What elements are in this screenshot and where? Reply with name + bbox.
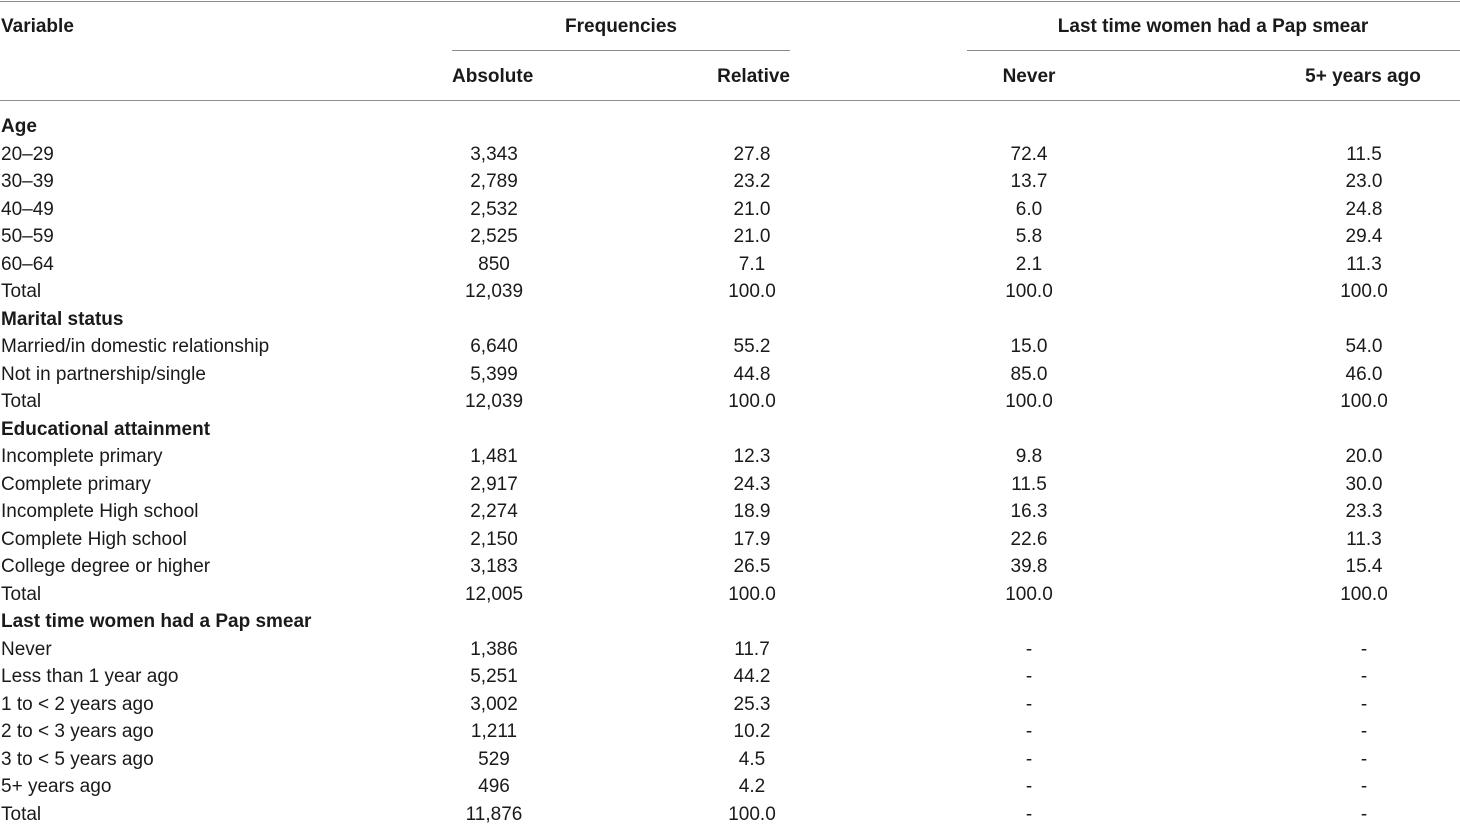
row-label: Less than 1 year ago <box>1 666 179 687</box>
last-time-group-rule <box>967 50 1460 51</box>
absolute-cell: 12,039 <box>464 281 524 302</box>
absolute-cell: 2,525 <box>470 226 518 247</box>
never-cell: - <box>1025 693 1033 715</box>
row-label: Incomplete primary <box>1 446 163 467</box>
absolute-cell: 3,183 <box>470 556 518 577</box>
relative-cell: 11.7 <box>734 638 770 660</box>
absolute-cell: 1,386 <box>470 638 518 660</box>
top-rule <box>0 1 1460 2</box>
row-label: Total <box>1 583 42 605</box>
row-label: Total <box>1 391 42 412</box>
header-bottom-rule <box>0 100 1460 101</box>
row-label: 50–59 <box>1 226 54 247</box>
relative-cell: 7.1 <box>738 253 766 275</box>
row-label: Not in partnership/single <box>1 363 206 385</box>
absolute-cell: 496 <box>478 776 510 797</box>
never-cell: - <box>1025 666 1033 687</box>
five-plus-years-ago-cell: 29.4 <box>1345 226 1383 247</box>
header-never: Never <box>1002 66 1056 87</box>
relative-cell: 55.2 <box>733 336 771 357</box>
five-plus-years-ago-cell: 11.3 <box>1346 528 1382 550</box>
absolute-cell: 850 <box>478 253 510 275</box>
never-cell: 100.0 <box>1005 391 1053 412</box>
relative-cell: 100.0 <box>728 583 776 605</box>
absolute-cell: 5,251 <box>470 666 518 687</box>
relative-cell: 10.2 <box>733 721 771 742</box>
five-plus-years-ago-cell: - <box>1360 748 1368 770</box>
never-cell: 39.8 <box>1010 556 1048 577</box>
relative-cell: 44.2 <box>733 666 771 687</box>
five-plus-years-ago-cell: 23.3 <box>1345 501 1383 522</box>
relative-cell: 27.8 <box>733 143 771 165</box>
row-label: Complete primary <box>1 473 151 495</box>
never-cell: - <box>1025 638 1033 660</box>
header-relative: Relative <box>717 66 790 87</box>
section-heading: Educational attainment <box>1 418 211 440</box>
header-absolute: Absolute <box>452 66 534 87</box>
relative-cell: 26.5 <box>733 556 771 577</box>
five-plus-years-ago-cell: 24.8 <box>1345 198 1383 220</box>
never-cell: 100.0 <box>1005 583 1053 605</box>
five-plus-years-ago-cell: 100.0 <box>1340 583 1388 605</box>
relative-cell: 4.5 <box>738 748 766 770</box>
absolute-cell: 12,005 <box>464 583 524 605</box>
five-plus-years-ago-cell: 100.0 <box>1340 281 1388 302</box>
section-heading: Marital status <box>1 308 124 330</box>
absolute-cell: 2,917 <box>470 473 518 495</box>
relative-cell: 21.0 <box>733 226 771 247</box>
absolute-cell: 2,532 <box>470 198 518 220</box>
five-plus-years-ago-cell: 30.0 <box>1345 473 1383 495</box>
never-cell: - <box>1025 776 1033 797</box>
never-cell: 22.6 <box>1010 528 1048 550</box>
never-cell: 2.1 <box>1015 253 1043 275</box>
relative-cell: 25.3 <box>733 693 771 715</box>
row-label: Incomplete High school <box>1 501 199 522</box>
row-label: 3 to < 5 years ago <box>1 748 154 770</box>
five-plus-years-ago-cell: 54.0 <box>1345 336 1383 357</box>
never-cell: 15.0 <box>1010 336 1048 357</box>
never-cell: 16.3 <box>1010 501 1048 522</box>
row-label: Married/in domestic relationship <box>1 336 270 357</box>
absolute-cell: 1,211 <box>470 721 518 742</box>
five-plus-years-ago-cell: - <box>1360 666 1368 687</box>
header-last-time-pap-smear: Last time women had a Pap smear <box>1057 16 1369 37</box>
row-label: 30–39 <box>1 171 54 192</box>
never-cell: - <box>1025 748 1033 770</box>
never-cell: 85.0 <box>1010 363 1048 385</box>
row-label: 1 to < 2 years ago <box>1 693 154 715</box>
section-heading: Last time women had a Pap smear <box>1 611 312 632</box>
five-plus-years-ago-cell: 20.0 <box>1345 446 1383 467</box>
five-plus-years-ago-cell: - <box>1360 776 1368 797</box>
five-plus-years-ago-cell: - <box>1360 803 1368 825</box>
absolute-cell: 3,002 <box>470 693 518 715</box>
row-label: 2 to < 3 years ago <box>1 721 154 742</box>
never-cell: 6.0 <box>1015 198 1043 220</box>
absolute-cell: 12,039 <box>464 391 524 412</box>
relative-cell: 17.9 <box>733 528 771 550</box>
never-cell: 13.7 <box>1010 171 1048 192</box>
header-frequencies: Frequencies <box>565 16 677 37</box>
never-cell: 9.8 <box>1015 446 1043 467</box>
never-cell: 100.0 <box>1005 281 1053 302</box>
row-label: 20–29 <box>1 143 54 165</box>
relative-cell: 23.2 <box>733 171 771 192</box>
five-plus-years-ago-cell: - <box>1360 638 1368 660</box>
absolute-cell: 11,876 <box>465 803 523 825</box>
five-plus-years-ago-cell: 11.3 <box>1346 253 1382 275</box>
five-plus-years-ago-cell: - <box>1360 693 1368 715</box>
five-plus-years-ago-cell: 23.0 <box>1345 171 1383 192</box>
row-label: Total <box>1 281 42 302</box>
five-plus-years-ago-cell: 46.0 <box>1345 363 1383 385</box>
five-plus-years-ago-cell: - <box>1360 721 1368 742</box>
absolute-cell: 5,399 <box>470 363 518 385</box>
never-cell: - <box>1025 721 1033 742</box>
never-cell: 11.5 <box>1011 473 1047 495</box>
row-label: College degree or higher <box>1 556 211 577</box>
five-plus-years-ago-cell: 100.0 <box>1340 391 1388 412</box>
relative-cell: 21.0 <box>733 198 771 220</box>
relative-cell: 24.3 <box>733 473 771 495</box>
relative-cell: 4.2 <box>738 776 766 797</box>
five-plus-years-ago-cell: 11.5 <box>1346 143 1382 165</box>
relative-cell: 100.0 <box>728 803 776 825</box>
relative-cell: 100.0 <box>728 281 776 302</box>
row-label: Total <box>1 803 42 825</box>
relative-cell: 12.3 <box>733 446 771 467</box>
absolute-cell: 3,343 <box>470 143 518 165</box>
row-label: 5+ years ago <box>1 776 112 797</box>
absolute-cell: 6,640 <box>470 336 518 357</box>
absolute-cell: 2,274 <box>470 501 518 522</box>
row-label: 40–49 <box>1 198 54 220</box>
section-heading: Age <box>1 116 37 137</box>
header-5-plus-years-ago: 5+ years ago <box>1305 66 1421 87</box>
absolute-cell: 529 <box>478 748 510 770</box>
relative-cell: 44.8 <box>733 363 771 385</box>
five-plus-years-ago-cell: 15.4 <box>1345 556 1383 577</box>
never-cell: 5.8 <box>1015 226 1043 247</box>
relative-cell: 18.9 <box>733 501 771 522</box>
row-label: Complete High school <box>1 528 187 550</box>
never-cell: 72.4 <box>1010 143 1048 165</box>
never-cell: - <box>1025 803 1033 825</box>
frequencies-group-rule <box>452 50 790 51</box>
absolute-cell: 2,789 <box>470 171 518 192</box>
row-label: 60–64 <box>1 253 54 275</box>
row-label: Never <box>1 638 52 660</box>
absolute-cell: 1,481 <box>470 446 518 467</box>
relative-cell: 100.0 <box>728 391 776 412</box>
header-variable: Variable <box>1 16 74 37</box>
absolute-cell: 2,150 <box>470 528 518 550</box>
